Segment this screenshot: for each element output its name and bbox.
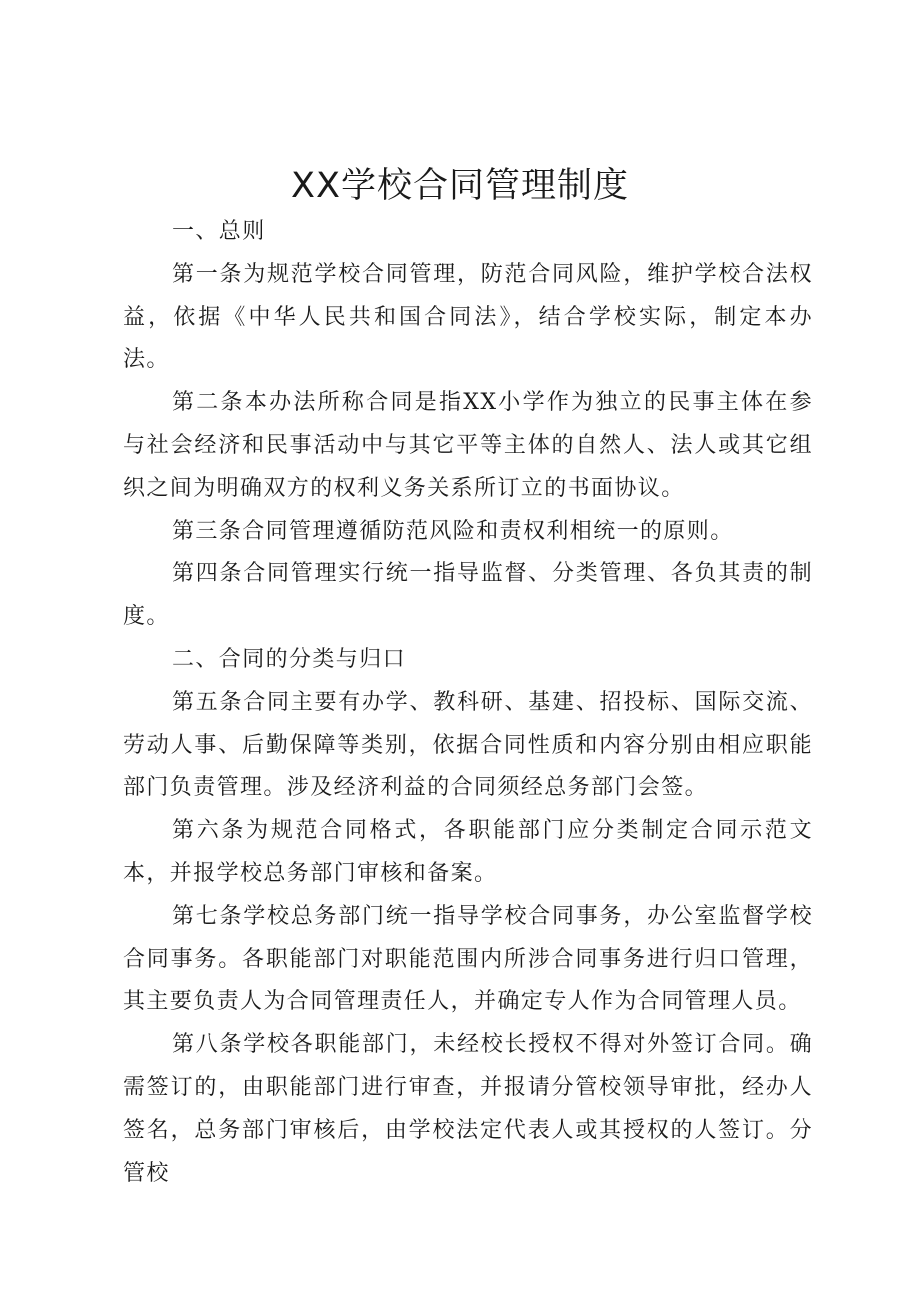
article-3: 第三条合同管理遵循防范风险和责权利相统一的原则。 xyxy=(172,518,734,544)
document-body xyxy=(123,211,813,1195)
article-6: 第六条为规范合同格式，各职能部门应分类制定合同示范文本，并报学校总务部门审核和备案。 xyxy=(123,818,813,886)
article-8: 第八条学校各职能部门，未经校长授权不得对外签订合同。确需签订的，由职能部门进行审查，并报请分管校领导审批，经办人签名，总务部门审核后，由学校法定代表人或其授权的人签订。分管校 xyxy=(123,1032,813,1186)
section-heading-classification: 二、合同的分类与归口 xyxy=(172,646,407,672)
article-2: 第二条本办法所称合同是指XX小学作为独立的民事主体在参与社会经济和民事活动中与其它平等主体的自然人、法人或其它组织之间为明确双方的权利义务关系所订立的书面协议。 xyxy=(123,390,813,501)
article-7: 第七条学校总务部门统一指导学校合同事务，办公室监督学校合同事务。各职能部门对职能范围内所涉合同事务进行归口管理，其主要负责人为合同管理责任人，并确定专人作为合同管理人员。 xyxy=(123,903,813,1015)
article-4: 第四条合同管理实行统一指导监督、分类管理、各负其责的制度。 xyxy=(123,561,813,630)
section-heading-general: 一、总则 xyxy=(172,219,266,244)
document-title: XX学校合同管理制度 xyxy=(291,166,629,206)
article-5: 第五条合同主要有办学、教科研、基建、招投标、国际交流、劳动人事、后勤保障等类别，依据合同性质和内容分别由相应职能部门负责管理。涉及经济利益的合同须经总务部门会签。 xyxy=(123,689,813,801)
article-1: 第一条为规范学校合同管理，防范合同风险，维护学校合法权益，依据《中华人民共和国合同法》，结合学校实际，制定本办法。 xyxy=(123,261,813,373)
